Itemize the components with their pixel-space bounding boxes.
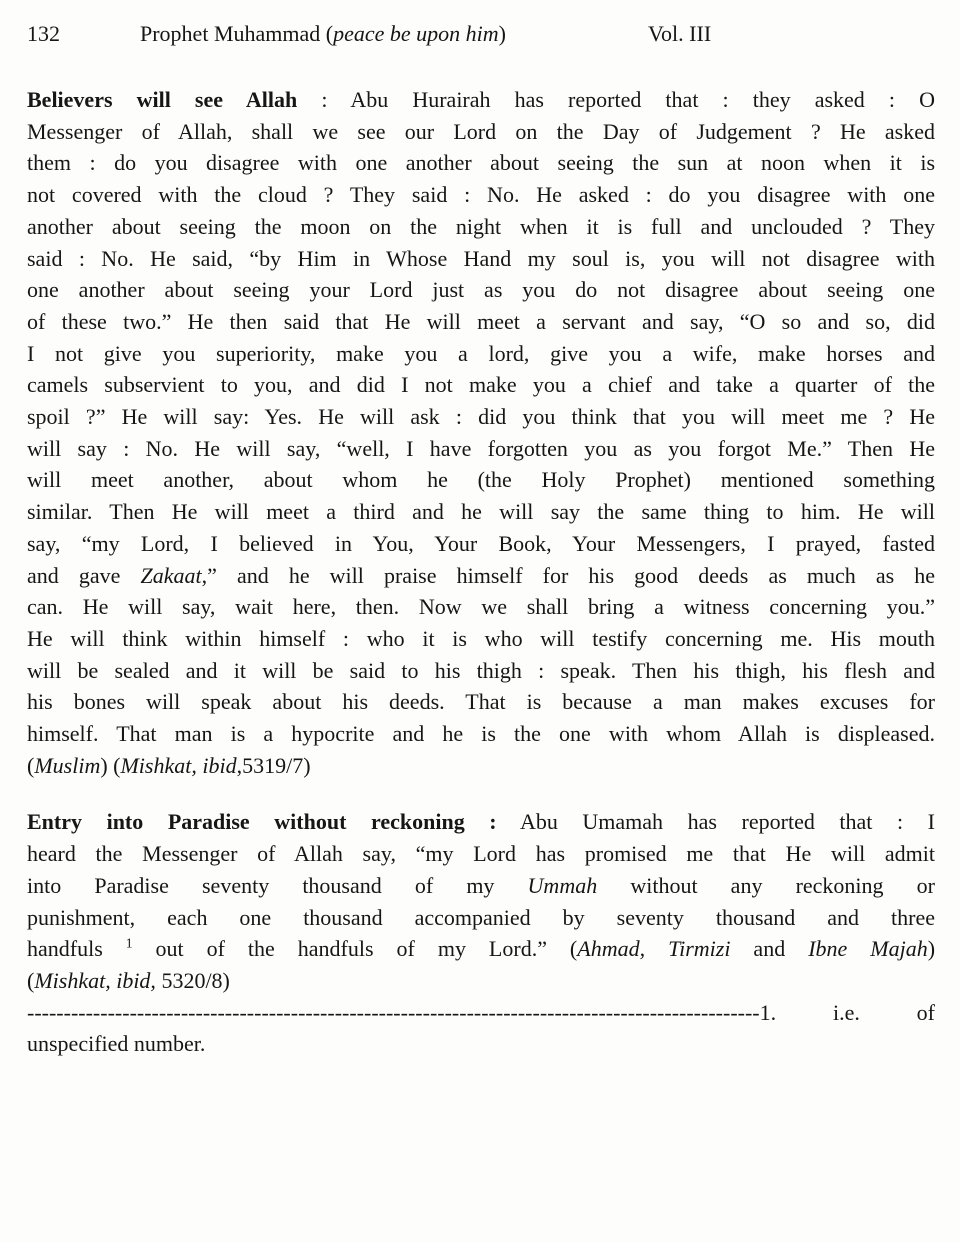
text-run: Mishkat, ibid bbox=[120, 752, 237, 778]
text-run: himself. That man is a hypocrite and he is the one with whom Allah is displeased. bbox=[27, 721, 935, 747]
text-line bbox=[27, 806, 935, 838]
text-run: Zakaat bbox=[140, 562, 202, 588]
text-line bbox=[27, 306, 935, 338]
text-run: and bbox=[730, 936, 809, 962]
text-run: Abu Umamah has reported that : I bbox=[496, 809, 935, 835]
text-run: without any reckoning or bbox=[597, 872, 935, 898]
text-line bbox=[27, 965, 935, 997]
text-run: Messenger of Allah, shall we see our Lord on the Day of Judgement ? He asked bbox=[27, 118, 935, 144]
paragraph-believers-will-see-allah bbox=[27, 84, 935, 781]
volume-label: Vol. III bbox=[648, 21, 712, 46]
text-line bbox=[27, 870, 935, 902]
text-line bbox=[27, 116, 935, 148]
text-line bbox=[27, 464, 935, 496]
text-run: heard the Messenger of Allah say, “my Lord has promised me that He will admit bbox=[27, 841, 935, 867]
text-run: ( bbox=[27, 752, 35, 778]
text-run: and gave bbox=[27, 562, 141, 588]
text-run: Ummah bbox=[527, 872, 598, 898]
book-title-suffix: ) bbox=[498, 21, 506, 46]
text-line bbox=[27, 369, 935, 401]
text-run: Ahmad, Tirmizi bbox=[577, 936, 731, 962]
text-run: them : do you disagree with one another about seeing the sun at noon when it is bbox=[27, 150, 935, 176]
text-run: I not give you superiority, make you a lord, give you a wife, make horses and bbox=[27, 340, 935, 366]
text-run: say, “my Lord, I believed in You, Your Book, Your Messengers, I prayed, fasted bbox=[27, 530, 935, 556]
text-run: ) ( bbox=[100, 752, 121, 778]
text-line bbox=[27, 496, 935, 528]
book-title-prefix: Prophet Muhammad ( bbox=[140, 21, 334, 46]
footnote bbox=[27, 997, 935, 1060]
text-line bbox=[27, 591, 935, 623]
text-run: not covered with the cloud ? They said : No. He asked : do you disagree with one bbox=[27, 182, 935, 208]
text-run: will say : No. He will say, “well, I have forgotten you as you forgot Me.” Then He bbox=[27, 435, 935, 461]
text-line bbox=[27, 401, 935, 433]
text-run: : Abu Hurairah has reported that : they asked : O bbox=[297, 87, 935, 112]
text-run: Entry into Paradise without reckoning : bbox=[27, 809, 497, 835]
text-line bbox=[27, 179, 935, 211]
text-line bbox=[27, 933, 935, 965]
text-run: handfuls bbox=[27, 936, 126, 962]
text-run: Believers will see Allah bbox=[27, 87, 298, 112]
text-line bbox=[27, 902, 935, 934]
text-line bbox=[27, 338, 935, 370]
text-run: ) bbox=[927, 936, 935, 962]
text-run: Muslim bbox=[34, 752, 101, 778]
text-run: another about seeing the moon on the night when it is full and unclouded ? They bbox=[27, 213, 935, 239]
text-run: of these two.” He then said that He will meet a servant and say, “O so and so, did bbox=[27, 308, 935, 334]
text-line bbox=[27, 750, 935, 782]
text-run: He will think within himself : who it is who will testify concerning me. His mouth bbox=[27, 625, 935, 651]
text-line bbox=[27, 1028, 935, 1060]
text-line bbox=[27, 655, 935, 687]
text-run: similar. Then He will meet a third and he will say the same thing to him. He will bbox=[27, 499, 935, 525]
text-run: ,5319/7) bbox=[236, 752, 311, 778]
document-body bbox=[27, 84, 935, 1060]
text-run: Ibne Majah bbox=[808, 936, 928, 962]
text-line bbox=[27, 274, 935, 306]
text-run: out of the handfuls of my Lord.” ( bbox=[132, 936, 578, 962]
text-run: one another about seeing your Lord just as you do not disagree about seeing one bbox=[27, 277, 935, 303]
text-run: ,” and he will praise himself for his good deeds as much as he bbox=[201, 562, 935, 588]
text-run: said : No. He said, “by Him in Whose Hand my soul is, you will not disagree with bbox=[27, 245, 935, 271]
text-run: can. He will say, wait here, then. Now we shall bring a witness concerning you.” bbox=[27, 594, 935, 620]
text-run: ----------------------------------------------------------------------------------------------------1. bbox=[27, 999, 777, 1025]
text-line bbox=[27, 686, 935, 718]
text-run: Mishkat, ibid, bbox=[34, 967, 156, 993]
text-line bbox=[27, 623, 935, 655]
text-line bbox=[27, 560, 935, 592]
text-run: of bbox=[859, 999, 935, 1025]
text-run: spoil ?” He will say: Yes. He will ask : did you think that you will meet me ? He bbox=[27, 404, 935, 430]
book-title-italic: peace be upon him bbox=[333, 21, 499, 46]
text-line bbox=[27, 528, 935, 560]
book-title bbox=[140, 18, 506, 50]
text-run: i.e. bbox=[776, 999, 860, 1025]
text-line bbox=[27, 147, 935, 179]
text-line bbox=[27, 997, 935, 1029]
text-line bbox=[27, 84, 935, 116]
text-line bbox=[27, 243, 935, 275]
text-run: camels subservient to you, and did I not make you a chief and take a quarter of the bbox=[27, 372, 935, 398]
text-run: his bones will speak about his deeds. That is because a man makes excuses for bbox=[27, 689, 935, 715]
footnote-reference: 1 bbox=[125, 935, 133, 951]
paragraph-entry-into-paradise bbox=[27, 806, 935, 996]
text-run: unspecified number. bbox=[27, 1031, 206, 1057]
running-header bbox=[0, 18, 960, 52]
text-line bbox=[27, 211, 935, 243]
text-line bbox=[27, 838, 935, 870]
text-run: 5320/8) bbox=[155, 967, 230, 993]
text-line bbox=[27, 718, 935, 750]
text-run: ( bbox=[27, 967, 35, 993]
text-run: punishment, each one thousand accompanied by seventy thousand and three bbox=[27, 904, 935, 930]
text-run: into Paradise seventy thousand of my bbox=[27, 872, 528, 898]
text-run: will meet another, about whom he (the Holy Prophet) mentioned something bbox=[27, 467, 935, 493]
text-run: will be sealed and it will be said to his thigh : speak. Then his thigh, his flesh and bbox=[27, 657, 935, 683]
text-line bbox=[27, 433, 935, 465]
page-number: 132 bbox=[27, 21, 60, 46]
